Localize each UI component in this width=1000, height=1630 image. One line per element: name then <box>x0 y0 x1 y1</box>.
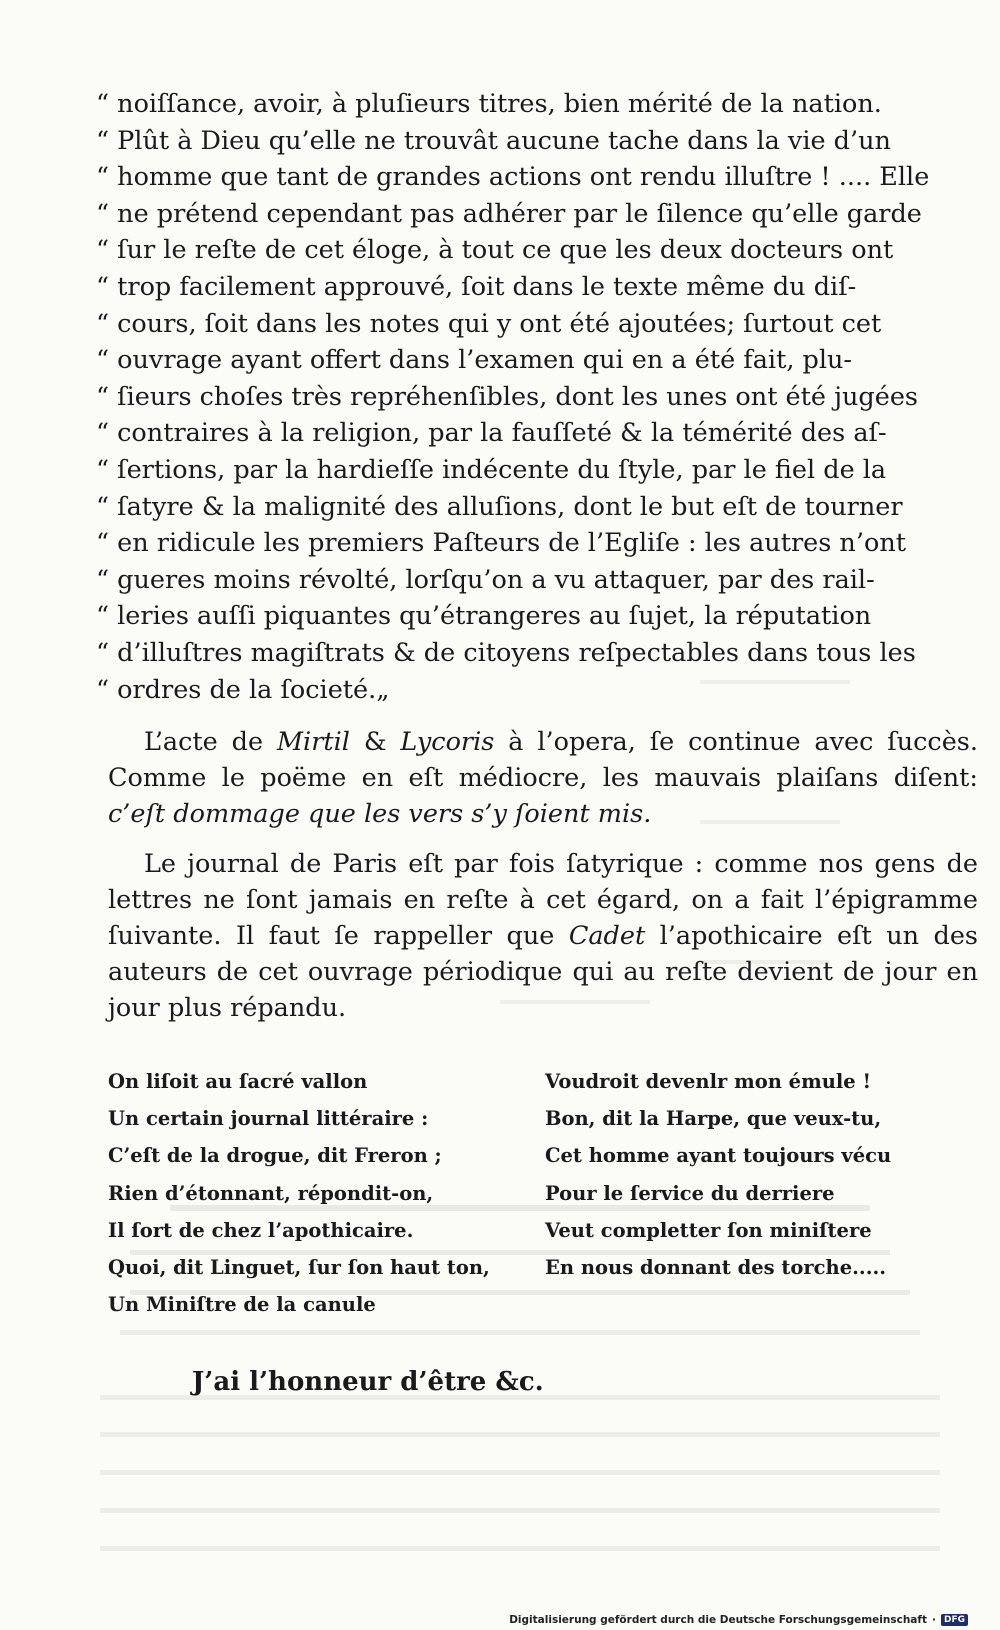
para1-text-2: & <box>349 727 401 757</box>
poem-line: En nous donnant des torche..... <box>545 1256 887 1280</box>
para2-text-1: Le journal de Paris eſt par fois ſatyrique : comme nos gens de lettres ne ſont jamais en reſte à cet égard, on a fait l’épigramme ſuivante. Il faut ſe rappeller que <box>108 849 978 951</box>
quote-line: “ cours, ſoit dans les notes qui y ont été ajoutées; ſurtout cet <box>96 308 882 339</box>
poem-line: On liſoit au ſacré vallon <box>108 1070 368 1093</box>
quoted-censure-text <box>96 86 976 708</box>
closing-salutation: J’ai l’honneur d’être &c. <box>192 1367 544 1397</box>
quote-line: “ noiſſance, avoir, à pluſieurs titres, bien mérité de la nation. <box>96 89 882 119</box>
poem-line: Un Miniſtre de la canule <box>108 1293 376 1317</box>
quote-line: “ d’illuſtres magiſtrats & de citoyens reſpectables dans tous les <box>96 637 916 668</box>
poem-line: Cet homme ayant toujours vécu <box>545 1144 892 1168</box>
quote-line: “ ouvrage ayant offert dans l’examen qui en a été fait, plu- <box>96 345 853 376</box>
quote-line: “ gueres moins révolté, lorſqu’on a vu attaquer, par des rail- <box>96 564 875 595</box>
quote-line: “ ſatyre & la malignité des alluſions, dont le but eſt de tourner <box>96 491 903 522</box>
quote-line: “ leries auſſi piquantes qu’étrangeres au ſujet, la réputation <box>96 601 872 632</box>
digitization-credit: Digitalisierung gefördert durch die Deutsche Forschungsgemeinschaft · DFG <box>509 1614 968 1626</box>
dfg-logo-icon: DFG <box>941 1614 968 1626</box>
quote-line: “ ſieurs choſes très repréhenſibles, dont les unes ont été jugées <box>96 381 919 412</box>
poem-line: Bon, dit la Harpe, que veux-tu, <box>545 1107 882 1131</box>
epigram-right-column <box>545 1063 891 1286</box>
quote-line: “ ſertions, par la hardieſſe indécente du ſtyle, par le fiel de la <box>96 454 887 485</box>
para2-name-cadet: Cadet <box>568 921 646 951</box>
quote-line: “ ſur le reſte de cet éloge, à tout ce que les deux docteurs ont <box>96 235 894 266</box>
poem-line: Il ſort de chez l’apothicaire. <box>108 1218 414 1242</box>
quote-line: “ Plût à Dieu qu’elle ne trouvât aucune tache dans la vie d’un <box>96 125 891 156</box>
paragraph-journal <box>108 846 978 1026</box>
para1-title-lycoris: Lycoris <box>400 727 495 757</box>
paragraph-opera <box>108 724 978 832</box>
poem-line: Rien d’étonnant, répondit-on, <box>108 1181 434 1205</box>
quote-line: “ ordres de la ſocieté.„ <box>96 674 390 705</box>
quote-line: “ trop facilement approuvé, ſoit dans le texte même du diſ- <box>96 271 857 302</box>
para1-witticism: c’eſt dommage que les vers s’y ſoient mis. <box>108 799 652 829</box>
credit-text: Digitalisierung gefördert durch die Deutsche Forschungsgemeinschaft <box>509 1614 927 1626</box>
quote-line: “ homme que tant de grandes actions ont rendu illuſtre ! .... Elle <box>96 162 930 193</box>
poem-line: Veut completter ſon miniſtere <box>545 1218 872 1242</box>
poem-line: Un certain journal littéraire : <box>108 1107 429 1131</box>
para1-text-3: à l’opera, ſe continue avec ſuccès. Comme le poëme en eſt médiocre, les mauvais plaiſans diſent: <box>108 727 978 793</box>
poem-line: Voudroit devenlr mon émule ! <box>545 1070 872 1093</box>
quote-line: “ ne prétend cependant pas adhérer par le ſilence qu’elle garde <box>96 198 922 229</box>
quote-line: “ contraires à la religion, par la fauſſeté & la témérité des aſ- <box>96 418 887 449</box>
poem-line: Pour le ſervice du derriere <box>545 1181 835 1205</box>
epigram-left-column <box>108 1063 490 1323</box>
para1-text-1: L’acte de <box>144 727 277 757</box>
para2-text-2: l’apothicaire eſt un des auteurs de cet ouvrage périodique qui au reſte devient de jour en jour plus répandu. <box>108 921 978 1023</box>
quote-line: “ en ridicule les premiers Paſteurs de l’Egliſe : les autres n’ont <box>96 528 906 559</box>
poem-line: C’eſt de la drogue, dit Freron ; <box>108 1144 442 1168</box>
poem-line: Quoi, dit Linguet, ſur ſon haut ton, <box>108 1256 490 1280</box>
para1-title-mirtil: Mirtil <box>276 727 350 757</box>
